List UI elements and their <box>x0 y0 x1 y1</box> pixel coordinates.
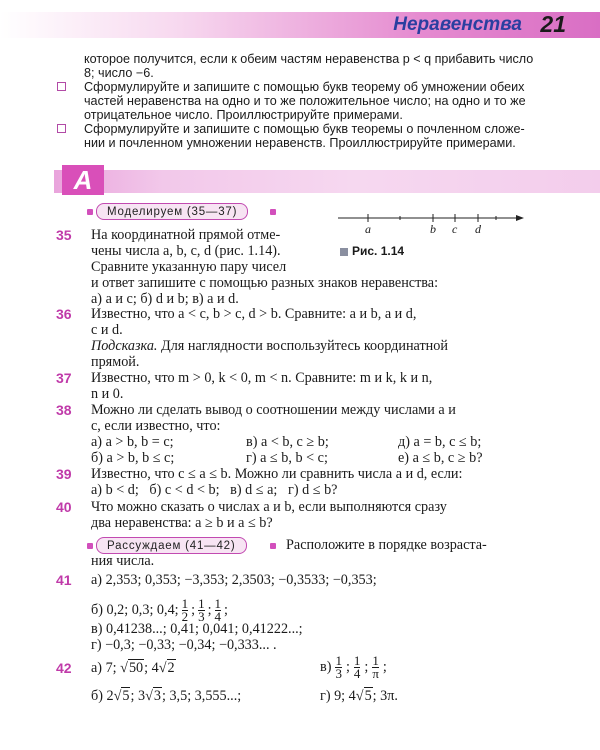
problem-number-39: 39 <box>56 466 72 482</box>
figure-square-icon <box>340 248 348 256</box>
p42-b: б) 2√5; 3√3; 3,5; 3,555...; <box>91 688 242 704</box>
intro-line-1: которое получится, если к обеим частям неравенства p < q прибавить число <box>84 52 534 66</box>
p38-line-2: c, если известно, что: <box>91 418 221 434</box>
page-title: Неравенства <box>393 14 522 35</box>
problem-number-38: 38 <box>56 402 72 418</box>
bullet-1-line-1: Сформулируйте и запишите с помощью букв теорему об умножении обеих <box>84 80 525 94</box>
p41-a: а) 2,353; 0,353; −3,353; 2,3503; −0,3533; −0,353; <box>91 572 377 588</box>
p35-line-1: На координатной прямой отме- <box>91 227 281 243</box>
p41-c: в) 0,41238...; 0,41; 0,041; 0,41222...; <box>91 621 303 637</box>
label-c: c <box>452 222 458 236</box>
fraction: $\frac{1}{3}$ <box>198 596 205 624</box>
problem-number-40: 40 <box>56 499 72 515</box>
intro-line-2: 8; число −6. <box>84 66 154 80</box>
p37-line-1: Известно, что m > 0, k < 0, m < n. Сравните: m и k, k и n, <box>91 370 433 386</box>
p41-b: б) 0,2; 0,3; 0,4; $\frac{1}{2}$ ; $\frac{1}{3}$ ; $\frac{1}{4}$ ; <box>91 596 228 624</box>
tag-bullet-icon <box>87 543 93 549</box>
p36-line-1: Известно, что a < c, b > c, d > b. Сравните: a и b, a и d, <box>91 306 417 322</box>
problem-number-35: 35 <box>56 227 72 243</box>
figure-caption: Рис. 1.14 <box>352 244 405 258</box>
tag-bullet-icon <box>87 209 93 215</box>
p38-option-v: в) a < b, c ≥ b; <box>246 434 329 450</box>
p39-line-2: а) b < d; б) c < d < b; в) d ≤ a; г) d ≤ b? <box>91 482 338 498</box>
label-d: d <box>475 222 481 236</box>
problem-number-37: 37 <box>56 370 72 386</box>
p42-a: а) 7; √50; 4√2 <box>91 660 175 676</box>
label-b: b <box>430 222 436 236</box>
p38-option-b: б) a > b, b ≤ c; <box>91 450 175 466</box>
bullet-square-icon <box>57 124 66 133</box>
p42-v: в) $\frac{1}{3}$ ; $\frac{1}{4}$ ; $\frac{1}{\pi}$ ; <box>320 653 387 681</box>
bullet-2-line-1: Сформулируйте и запишите с помощью букв теоремы о почленном сложе- <box>84 122 525 136</box>
p41-b-prefix: б) 0,2; 0,3; 0,4; <box>91 602 179 619</box>
fraction: $\frac{1}{4}$ <box>353 653 361 681</box>
section-letter-badge: A <box>62 165 104 195</box>
p36-hint-label: Подсказка. <box>91 338 158 354</box>
p40-line-2: два неравенства: a ≥ b и a ≤ b? <box>91 515 273 531</box>
tag-bullet-icon <box>270 209 276 215</box>
label-a: a <box>365 222 371 236</box>
problem-number-41: 41 <box>56 572 72 588</box>
p38-option-a: а) a > b, b = c; <box>91 434 174 450</box>
p38-line-1: Можно ли сделать вывод о соотношении между числами a и <box>91 402 456 418</box>
p37-line-2: n и 0. <box>91 386 124 402</box>
p39-line-1: Известно, что c ≤ a ≤ b. Можно ли сравнить числа a и d, если: <box>91 466 463 482</box>
page-number: 21 <box>540 11 566 37</box>
p38-option-g: г) a ≤ b, b < c; <box>246 450 328 466</box>
reason-intro-line-1: Расположите в порядке возраста- <box>286 537 487 553</box>
p36-line-2: c и d. <box>91 322 123 338</box>
bullet-1-line-3: отрицательное число. Проиллюстрируйте примерами. <box>84 108 403 122</box>
p41-d: г) −0,3; −0,33; −0,34; −0,333... . <box>91 637 277 653</box>
p36-hint-text: Для наглядности воспользуйтесь координатной <box>157 338 448 354</box>
p35-line-3: Сравните указанную пару чисел <box>91 259 287 275</box>
p36-line-4: прямой. <box>91 354 140 370</box>
fraction: $\frac{1}{2}$ <box>181 596 189 624</box>
fraction: $\frac{1}{\pi}$ <box>372 653 379 681</box>
problem-number-42: 42 <box>56 660 72 676</box>
tag-bullet-icon <box>270 543 276 549</box>
p38-option-d: д) a = b, c ≤ b; <box>398 434 482 450</box>
bullet-2-line-2: нии и почленном умножении неравенств. Проиллюстрируйте примерами. <box>84 136 516 150</box>
number-line-arrow-icon <box>516 215 524 221</box>
p35-line-4: и ответ запишите с помощью разных знаков неравенства: <box>91 275 439 291</box>
section-band <box>54 170 600 193</box>
p35-line-2: чены числа a, b, c, d (рис. 1.14). <box>91 243 281 259</box>
fraction: $\frac{1}{3}$ <box>335 653 342 681</box>
p42-g: г) 9; 4√5; 3π. <box>320 688 398 704</box>
p35-line-5: а) a и c; б) d и b; в) a и d. <box>91 291 239 307</box>
reason-intro-line-2: ния числа. <box>91 553 155 569</box>
p38-option-e: е) a ≤ b, c ≥ b? <box>398 450 483 466</box>
tag-model: Моделируем (35—37) <box>96 203 248 220</box>
bullet-1-line-2: частей неравенства на одно и то же положительное число; на одно и то же <box>84 94 526 108</box>
tag-reason: Рассуждаем (41—42) <box>96 537 247 554</box>
problem-number-36: 36 <box>56 306 72 322</box>
p40-line-1: Что можно сказать о числах a и b, если выполняются сразу <box>91 499 447 515</box>
p36-hint-line <box>91 338 448 355</box>
bullet-square-icon <box>57 82 66 91</box>
fraction: $\frac{1}{4}$ <box>214 596 222 624</box>
